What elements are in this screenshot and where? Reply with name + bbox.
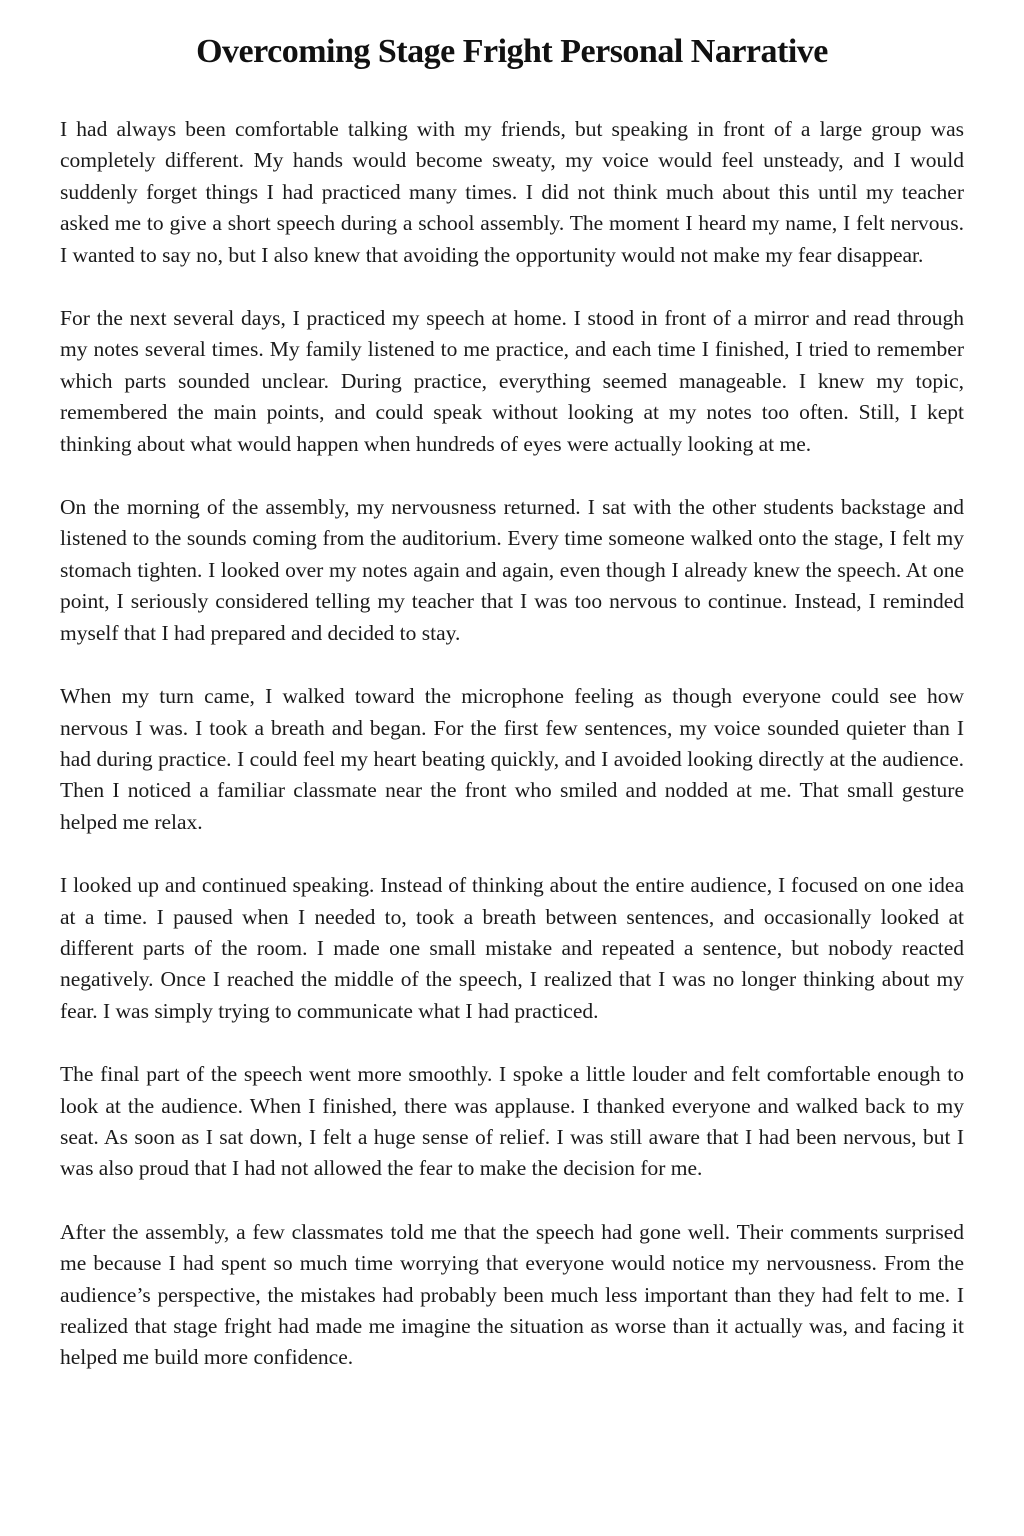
paragraph-2: For the next several days, I practiced my speech at home. I stood in front of a mirror and read through my notes several times. My family listened to me practice, and each time I finished, I tried to remember which parts sounded unclear. During practice, everything seemed manageable. I knew my topic, remembered the main points, and could speak without looking at my notes too often. Still, I kept thinking about what would happen when hundreds of eyes were actually looking at me. (60, 306, 964, 456)
paragraph-1: I had always been comfortable talking with my friends, but speaking in front of a large group was completely different. My hands would become sweaty, my voice would feel unsteady, and I would suddenly forget things I had practiced many times. I did not think much about this until my teacher asked me to give a short speech during a school assembly. The moment I heard my name, I felt nervous. I wanted to say no, but I also knew that avoiding the opportunity would not make my fear disappear. (60, 117, 964, 267)
paragraph-5: I looked up and continued speaking. Instead of thinking about the entire audience, I focused on one idea at a time. I paused when I needed to, took a breath between sentences, and occasionally looked at different parts of the room. I made one small mistake and repeated a sentence, but nobody reacted negatively. Once I reached the middle of the speech, I realized that I was no longer thinking about my fear. I was simply trying to communicate what I had practiced. (60, 873, 964, 1023)
document-body (60, 114, 964, 1374)
paragraph-4: When my turn came, I walked toward the microphone feeling as though everyone could see how nervous I was. I took a breath and began. For the first few sentences, my voice sounded quieter than I had during practice. I could feel my heart beating quickly, and I avoided looking directly at the audience. Then I noticed a familiar classmate near the front who smiled and nodded at me. That small gesture helped me relax. (60, 684, 964, 834)
paragraph-6: The final part of the speech went more smoothly. I spoke a little louder and felt comfortable enough to look at the audience. When I finished, there was applause. I thanked everyone and walked back to my seat. As soon as I sat down, I felt a huge sense of relief. I was still aware that I had been nervous, but I was also proud that I had not allowed the fear to make the decision for me. (60, 1062, 964, 1181)
paragraph-3: On the morning of the assembly, my nervousness returned. I sat with the other students backstage and listened to the sounds coming from the auditorium. Every time someone walked onto the stage, I felt my stomach tighten. I looked over my notes again and again, even though I already knew the speech. At one point, I seriously considered telling my teacher that I was too nervous to continue. Instead, I reminded myself that I had prepared and decided to stay. (60, 495, 964, 645)
paragraph-7: After the assembly, a few classmates told me that the speech had gone well. Their comments surprised me because I had spent so much time worrying that everyone would notice my nervousness. From the audience’s perspective, the mistakes had probably been much less important than they had felt to me. I realized that stage fright had made me imagine the situation as worse than it actually was, and facing it helped me build more confidence. (60, 1219, 964, 1370)
document-title: Overcoming Stage Fright Personal Narrative (196, 33, 828, 70)
